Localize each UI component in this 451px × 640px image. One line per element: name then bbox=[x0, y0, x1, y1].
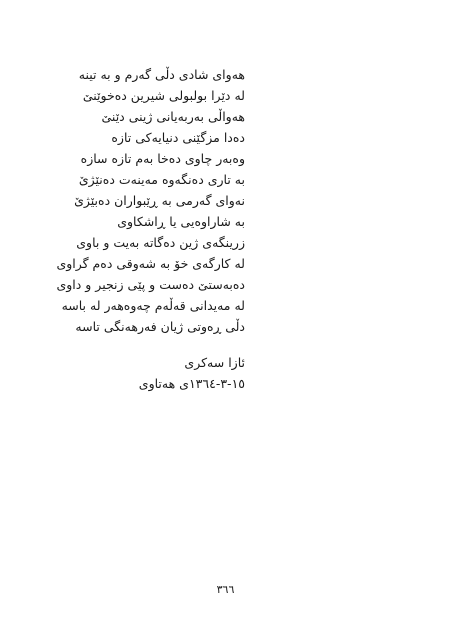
poem-line: لە مەیدانی قەڵەم چەوەهەر لە باسە bbox=[61, 298, 245, 313]
page-number: ٣٦٦ bbox=[216, 583, 235, 596]
signature-block bbox=[45, 352, 245, 394]
poem-body bbox=[5, 64, 245, 337]
poem-date: ١٥-٣-١٣٦٤ی هەتاوی bbox=[138, 376, 245, 391]
poem-line: دەدا مزگێنی دنیایەکی تازە bbox=[111, 130, 245, 145]
poem-line: هەواڵی بەربەیانی ژینی دێنێ bbox=[101, 109, 245, 124]
poem-line: لە دێرا بولبولی شیرین دەخوێنێ bbox=[82, 88, 245, 103]
poem-line: لە کارگەی خۆ بە شەوقی دەم گراوی bbox=[56, 256, 245, 271]
poem-line: بە تاری دەنگەوە مەینەت دەنێژێ bbox=[78, 172, 245, 187]
poem-line: دەبەستێ دەست و پێی زنجیر و داوی bbox=[56, 277, 245, 292]
poem-line: بە شاراوەیی یا ڕاشکاوی bbox=[117, 214, 245, 229]
poem-line: هەوای شادی دڵی گەرم و بە تینە bbox=[78, 67, 245, 82]
poem-line: نەوای گەرمی بە ڕێبواران دەبێژێ bbox=[74, 193, 245, 208]
poem-line: وەبەر چاوی دەخا بەم تازە سازە bbox=[80, 151, 245, 166]
poem-line: زرینگەی ژین دەگاتە بەیت و باوی bbox=[76, 235, 245, 250]
poem-line: دڵی ڕەوتی ژیان فەرهەنگی تاسە bbox=[75, 319, 245, 334]
author-name: ئازا سەکری bbox=[184, 355, 245, 370]
